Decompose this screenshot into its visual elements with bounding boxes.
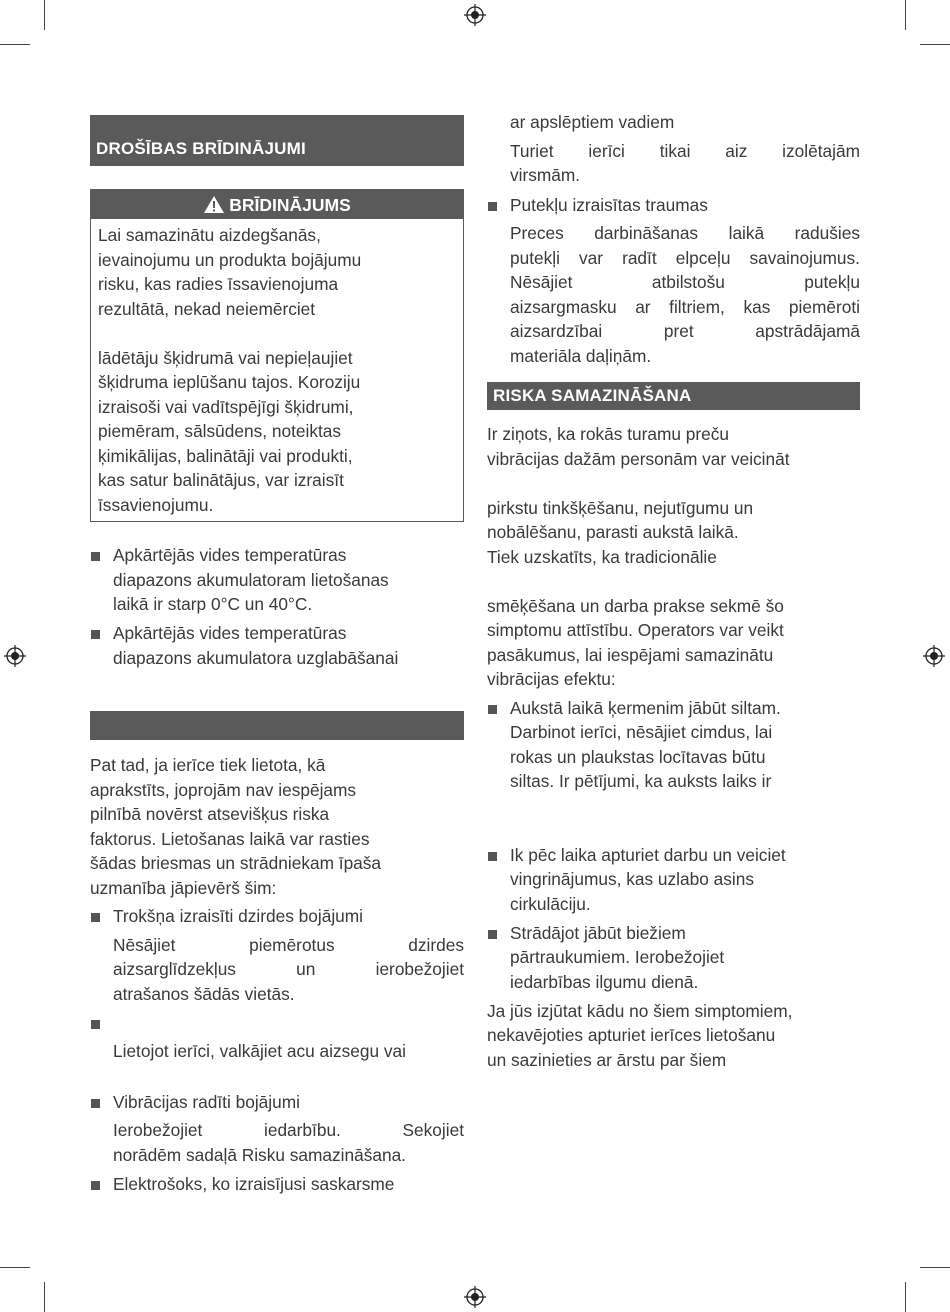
paragraph-line: vibrācijas efektu: xyxy=(487,669,616,689)
warning-text-line: risku, kas radies īssavienojuma xyxy=(98,274,339,294)
paragraph-line: pirkstu tinkšķēšanu, nejutīgumu un xyxy=(487,497,754,518)
paragraph-line: smēķēšana un darba prakse sekmē šo xyxy=(487,595,784,616)
right-column xyxy=(487,110,860,1072)
registration-mark-icon xyxy=(923,645,945,667)
list-item-line: Ik pēc laika apturiet darbu un veiciet xyxy=(510,844,786,865)
risk-paragraph xyxy=(487,422,860,692)
list-item xyxy=(90,621,464,670)
registration-mark-icon xyxy=(464,4,486,26)
warning-body xyxy=(91,219,463,521)
list-item-line: Strādājot jābūt biežiem xyxy=(510,922,686,943)
paragraph-line: nekavējoties apturiet ierīces lietošanu xyxy=(487,1025,776,1045)
temperature-list xyxy=(90,543,464,670)
crop-mark xyxy=(905,0,906,30)
warning-title: BRĪDINĀJUMS xyxy=(229,195,351,215)
risk-body-line: Lietojot ierīci, valkājiet acu aizsegu vai xyxy=(113,1041,406,1061)
risk-body-line: aizsargmasku ar filtriem, kas piemēroti xyxy=(510,296,860,317)
warning-triangle-icon xyxy=(203,195,225,214)
risk-body-line: Preces darbināšanas laikā radušies xyxy=(510,223,860,243)
registration-mark-icon xyxy=(4,645,26,667)
risk-title: Putekļu izraisītas traumas xyxy=(510,194,708,215)
list-item-line: Apkārtējās vides temperatūras xyxy=(113,545,347,565)
list-item xyxy=(487,921,860,995)
list-item-line: Apkārtējās vides temperatūras xyxy=(113,623,347,643)
list-item xyxy=(90,1090,464,1168)
list-item-line: siltas. Ir pētījumi, ka auksts laiks ir xyxy=(510,771,772,791)
paragraph-line: Tiek uzskatīts, ka tradicionālie xyxy=(487,546,717,567)
list-item xyxy=(487,843,860,917)
square-bullet-icon xyxy=(91,630,100,639)
list-item xyxy=(487,696,860,794)
list-item xyxy=(90,1172,464,1197)
risk-title: Elektrošoks, ko izraisījusi saskarsme xyxy=(113,1173,395,1194)
square-bullet-icon xyxy=(91,1020,100,1029)
square-bullet-icon xyxy=(91,552,100,561)
continued-body-line: virsmām. xyxy=(510,165,581,185)
square-bullet-icon xyxy=(488,705,497,714)
dust-list xyxy=(487,193,860,369)
list-item xyxy=(90,904,464,1006)
paragraph-line: Ja jūs izjūtat kādu no šiem simptomiem, xyxy=(487,1000,793,1021)
square-bullet-icon xyxy=(91,1099,100,1108)
crop-mark xyxy=(0,44,30,45)
list-item-line: Aukstā laikā ķermenim jābūt siltam. xyxy=(510,697,781,718)
square-bullet-icon xyxy=(488,202,497,211)
crop-mark xyxy=(920,44,950,45)
continued-body-line: Turiet ierīci tikai aiz izolētajām xyxy=(510,140,860,161)
reduction-list xyxy=(487,696,860,995)
square-bullet-icon xyxy=(488,930,497,939)
list-item-line: cirkulāciju. xyxy=(510,893,591,914)
risk-title: Trokšņa izraisīti dzirdes bojājumi xyxy=(113,906,364,926)
section-heading-safety xyxy=(90,115,464,166)
paragraph-line: nobālēšanu, parasti aukstā laikā. xyxy=(487,522,739,542)
warning-text-line: īssavienojumu. xyxy=(98,494,214,515)
list-item-line: iedarbības ilgumu dienā. xyxy=(510,971,699,992)
warning-text-line: ķimikālijas, balinātāji vai produkti, xyxy=(98,445,353,466)
list-item xyxy=(487,193,860,369)
paragraph-line: vibrācijas dažām personām var veicināt xyxy=(487,448,790,469)
risk-intro xyxy=(90,753,464,900)
continued-item xyxy=(487,110,860,188)
paragraph-line: pasākumus, lai iespējami samazinātu xyxy=(487,644,774,665)
list-item-line: rokas un plaukstas locītavas būtu xyxy=(510,746,766,767)
warning-text-line: ievainojumu un produkta bojājumu xyxy=(98,249,362,270)
risk-body-line: Nēsājiet piemērotus dzirdes xyxy=(113,934,464,955)
list-item-line: diapazons akumulatora uzglabāšanai xyxy=(113,647,399,668)
paragraph-line: un sazinieties ar ārstu par šiem xyxy=(487,1049,727,1070)
continued-title: ar apslēptiem vadiem xyxy=(510,112,675,132)
risk-body-line: Ierobežojiet iedarbību. Sekojiet xyxy=(113,1120,464,1140)
risk-body-line: Nēsājiet atbilstošu putekļu xyxy=(510,272,860,292)
risk-title xyxy=(113,1011,464,1036)
list-item-line: diapazons akumulatoram lietošanas xyxy=(113,569,389,590)
risk-body-line: norādēm sadaļā Risku samazināšana. xyxy=(113,1144,406,1165)
paragraph-line: simptomu attīstību. Operators var veikt xyxy=(487,620,784,640)
risk-body-line: materiāla daļiņām. xyxy=(510,345,652,366)
list-item-line: laikā ir starp 0°C un 40°C. xyxy=(113,594,313,614)
section-heading-risk-reduction xyxy=(487,382,860,410)
warning-text-line: kas satur balinātājus, var izraisīt xyxy=(98,470,344,490)
list-item-line: Darbinot ierīci, nēsājiet cimdus, lai xyxy=(510,722,773,742)
warning-box xyxy=(90,189,464,522)
list-item xyxy=(90,543,464,617)
risk-list xyxy=(90,904,464,1196)
square-bullet-icon xyxy=(488,852,497,861)
risk-body-line: aizsarglīdzekļus un ierobežojiet xyxy=(113,959,464,979)
registration-mark-icon xyxy=(464,1286,486,1308)
crop-mark xyxy=(905,1282,906,1312)
intro-line: šādas briesmas un strādniekam īpaša xyxy=(90,853,382,873)
warning-header xyxy=(91,190,463,219)
warning-text-line: lādētāju šķidrumā vai nepieļaujiet xyxy=(98,347,353,368)
warning-text-line: piemēram, sālsūdens, noteiktas xyxy=(98,421,342,441)
warning-text-line: Lai samazinātu aizdegšanās, xyxy=(98,225,321,245)
left-column xyxy=(90,115,464,1201)
intro-line: pilnībā novērst atsevišķus riska xyxy=(90,804,330,824)
section-title: DROŠĪBAS BRĪDINĀJUMI xyxy=(96,138,306,158)
warning-text-line: šķidruma ieplūšanu tajos. Koroziju xyxy=(98,372,361,392)
section-heading-empty xyxy=(90,711,464,740)
crop-mark xyxy=(44,1282,45,1312)
crop-mark xyxy=(920,1267,950,1268)
risk-body-line: putekļi var radīt elpceļu savainojumus. xyxy=(510,247,860,268)
list-item-line: pārtraukumiem. Ierobežojiet xyxy=(510,947,725,967)
intro-line: uzmanība jāpievērš šim: xyxy=(90,877,277,898)
intro-line: aprakstīts, joprojām nav iespējams xyxy=(90,779,357,800)
risk-body-line: atrašanos šādās vietās. xyxy=(113,983,295,1004)
intro-line: faktorus. Lietošanas laikā var rasties xyxy=(90,828,370,849)
warning-text-line: izraisoši vai vadītspējīgi šķidrumi, xyxy=(98,396,354,417)
risk-body-line: aizsardzībai pret apstrādājamā xyxy=(510,321,860,341)
section-title: RISKA SAMAZINĀŠANA xyxy=(493,386,692,405)
crop-mark xyxy=(44,0,45,30)
crop-mark xyxy=(0,1267,30,1268)
list-item-line: vingrinājumus, kas uzlabo asins xyxy=(510,869,754,889)
paragraph-line: Ir ziņots, ka rokās turamu preču xyxy=(487,424,730,444)
risk-title: Vibrācijas radīti bojājumi xyxy=(113,1091,300,1112)
square-bullet-icon xyxy=(91,913,100,922)
square-bullet-icon xyxy=(91,1181,100,1190)
list-item xyxy=(90,1011,464,1064)
warning-text-line: rezultātā, nekad neiemērciet xyxy=(98,298,316,319)
intro-line: Pat tad, ja ierīce tiek lietota, kā xyxy=(90,755,326,775)
closing-paragraph xyxy=(487,999,860,1073)
